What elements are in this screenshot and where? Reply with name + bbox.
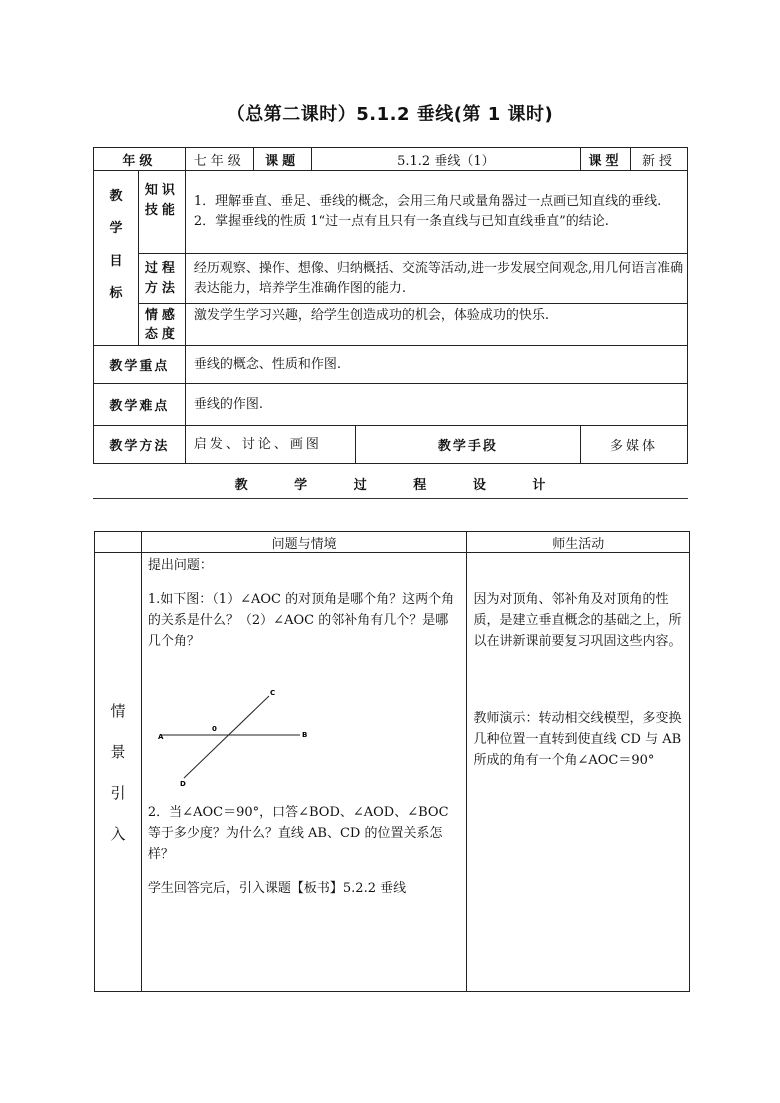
label-d: D <box>179 780 186 788</box>
divider <box>93 498 688 499</box>
section-char-5: 设 <box>472 478 486 493</box>
method-label: 教学方法 <box>94 426 186 464</box>
line-cd <box>184 696 269 778</box>
question-intro: 提出问题： <box>147 558 213 573</box>
process-label-1: 过程 <box>144 260 179 276</box>
emotion-label-2: 态度 <box>144 326 179 342</box>
activity-1: 因为对顶角、邻补角及对顶角的性质，是建立垂直概念的基础之上，所以在讲新课前要复习巩固这些内容。 <box>473 592 682 649</box>
grade-label: 年级 <box>94 148 186 171</box>
knowledge-label-2: 技能 <box>144 203 179 218</box>
question-2: 2．当∠AOC＝90°，口答∠BOD、∠AOD、∠BOC 等于多少度？为什么？直线 AB、CD 的位置关系怎样？ <box>147 805 449 862</box>
page-title: （总第二课时）5.1.2 垂线(第 1 课时) <box>226 104 554 125</box>
stage-char-1: 情 <box>110 702 126 720</box>
knowledge-text-1: 1．理解垂直、垂足、垂线的概念，会用三角尺或量角器过一点画已知直线的垂线. <box>193 194 662 209</box>
section-char-2: 学 <box>294 478 308 493</box>
knowledge-label <box>138 171 185 254</box>
knowledge-text <box>185 171 687 254</box>
emotion-text: 激发学生学习兴趣，给学生创造成功的机会，体验成功的快乐. <box>185 304 687 346</box>
section-char-1: 教 <box>234 478 248 493</box>
section-header <box>0 474 780 493</box>
difficult-point-label: 教学难点 <box>94 384 186 426</box>
label-c: C <box>269 689 276 697</box>
section-char-6: 计 <box>532 478 546 493</box>
stage-char-3: 引 <box>110 784 126 802</box>
obj-char-2: 学 <box>109 221 123 237</box>
process-label <box>138 254 185 304</box>
obj-char-3: 目 <box>109 253 123 269</box>
obj-char-4: 标 <box>109 285 123 301</box>
obj-char-1: 教 <box>109 189 123 204</box>
label-b: B <box>301 731 308 739</box>
section-char-4: 程 <box>413 478 427 493</box>
stage-char-4: 入 <box>110 825 126 843</box>
stage-char-2: 景 <box>110 743 126 761</box>
stage-label <box>95 553 142 992</box>
emotion-label-1: 情感 <box>144 307 179 323</box>
type-label: 课型 <box>581 148 631 171</box>
activity-cell <box>467 553 690 992</box>
knowledge-label-1: 知识 <box>144 183 179 198</box>
key-point-text: 垂线的概念、性质和作图. <box>185 346 687 384</box>
topic-value: 5.1.2 垂线（1） <box>311 148 580 171</box>
problem-cell <box>141 553 467 992</box>
label-o: 0 <box>211 725 217 733</box>
means-text: 多媒体 <box>581 426 688 464</box>
col-header-activity: 师生活动 <box>467 532 690 553</box>
intersecting-lines-figure <box>154 688 314 788</box>
activity-2: 教师演示：转动相交线模型，多变换几种位置一直转到使直线 CD 与 AB 所成的角有一个角∠AOC＝90° <box>473 711 682 768</box>
process-label-2: 方法 <box>144 280 179 296</box>
process-table <box>94 531 690 992</box>
label-a: A <box>157 733 164 741</box>
method-text: 启发、讨论、画图 <box>185 426 355 464</box>
question-3: 学生回答完后，引入课题【板书】5.2.2 垂线 <box>147 881 407 896</box>
emotion-label <box>138 304 185 346</box>
question-1: 1.如下图：（1）∠AOC 的对顶角是哪个角？这两个角的关系是什么？（2）∠AOC 的邻补角有几个？是哪几个角？ <box>147 592 455 649</box>
process-text: 经历观察、操作、想像、归纳概括、交流等活动,进一步发展空间观念,用几何语言准确表达能力，培养学生准确作图的能力. <box>185 254 687 304</box>
knowledge-text-2: 2．掌握垂线的性质 1“过一点有且只有一条直线与已知直线垂直”的结论. <box>193 214 609 229</box>
col-header-problem: 问题与情境 <box>141 532 467 553</box>
type-value: 新授 <box>631 148 688 171</box>
difficult-point-text: 垂线的作图. <box>185 384 687 426</box>
lesson-info-table <box>93 147 688 464</box>
section-char-3: 过 <box>353 478 367 493</box>
objectives-side-label <box>94 171 139 346</box>
grade-value: 七年级 <box>185 148 253 171</box>
topic-label: 课题 <box>253 148 311 171</box>
key-point-label: 教学重点 <box>94 346 186 384</box>
means-label: 教学手段 <box>355 426 581 464</box>
